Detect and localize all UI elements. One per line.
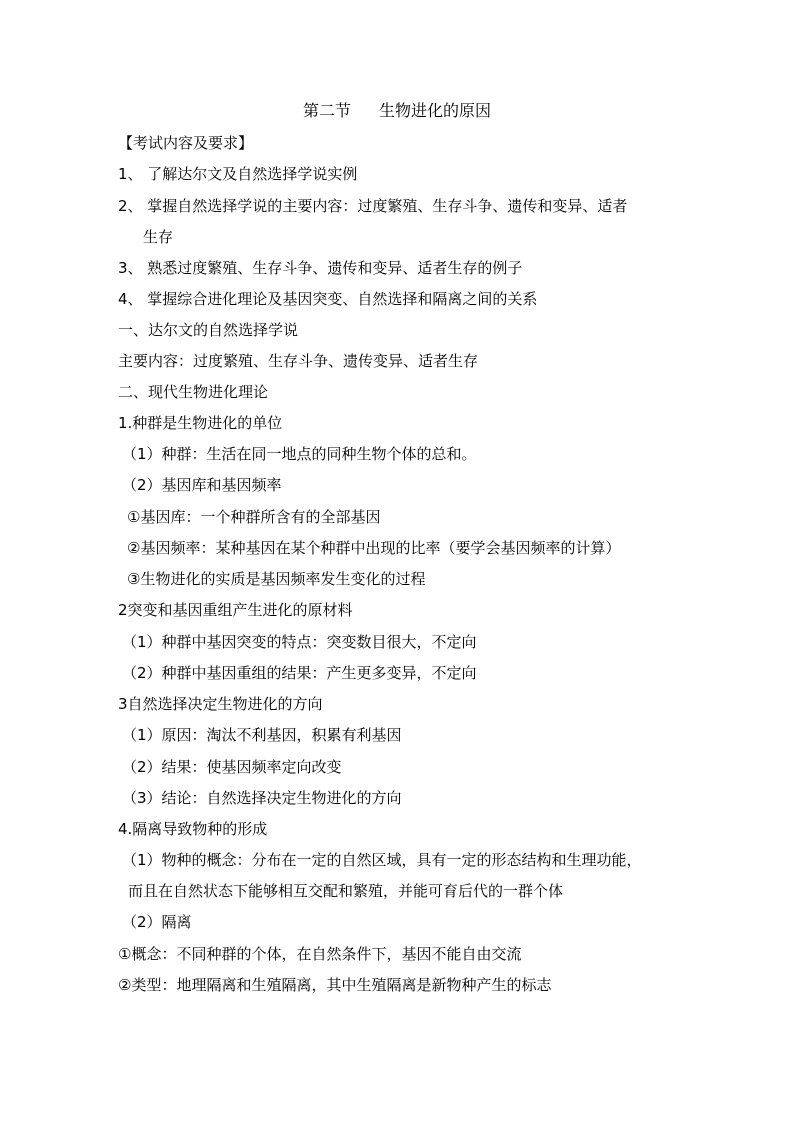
requirement-item-continuation: 生存: [143, 228, 174, 246]
subsection-heading: 4.隔离导致物种的形成: [118, 820, 268, 838]
section-heading: 生物进化的原因: [379, 101, 492, 120]
section-heading-1: 一、达尔文的自然选择学说: [118, 321, 299, 339]
body-text: ①概念：不同种群的个体，在自然条件下，基因不能自由交流: [118, 945, 522, 963]
requirement-item: 4、 掌握综合进化理论及基因突变、自然选择和隔离之间的关系: [118, 290, 538, 308]
body-text: ①基因库：一个种群所含有的全部基因: [127, 508, 381, 526]
requirement-item: 1、 了解达尔文及自然选择学说实例: [118, 165, 358, 183]
body-text-continuation: 而且在自然状态下能够相互交配和繁殖，并能可育后代的一群个体: [128, 882, 564, 900]
requirements-heading: 【考试内容及要求】: [118, 134, 254, 152]
body-text: （2）基因库和基因频率: [122, 476, 282, 494]
body-text: （2）结果：使基因频率定向改变: [122, 758, 342, 776]
subsection-heading: 1.种群是生物进化的单位: [118, 414, 283, 432]
body-text: 主要内容：过度繁殖、生存斗争、遗传变异、适者生存: [118, 352, 479, 370]
body-text: （1）物种的概念：分布在一定的自然区域，具有一定的形态结构和生理功能，: [122, 851, 642, 869]
body-text: （2）隔离: [122, 913, 192, 931]
body-text: （1）种群中基因突变的特点：突变数目很大，不定向: [122, 633, 477, 651]
section-number: 第二节: [302, 101, 351, 120]
section-title: [0, 100, 794, 122]
subsection-heading: 3自然选择决定生物进化的方向: [118, 695, 323, 713]
body-text: （1）原因：淘汰不利基因，积累有利基因: [122, 726, 402, 744]
body-text: ②类型：地理隔离和生殖隔离，其中生殖隔离是新物种产生的标志: [118, 976, 552, 994]
body-text: （1）种群：生活在同一地点的同种生物个体的总和。: [122, 445, 477, 463]
body-text: （3）结论：自然选择决定生物进化的方向: [122, 789, 402, 807]
subsection-heading: 2突变和基因重组产生进化的原材料: [118, 601, 353, 619]
body-text: ③生物进化的实质是基因频率发生变化的过程: [127, 570, 426, 588]
requirement-item: 2、 掌握自然选择学说的主要内容：过度繁殖、生存斗争、遗传和变异、适者: [118, 197, 628, 215]
section-heading-2: 二、现代生物进化理论: [118, 383, 269, 401]
body-text: ②基因频率：某种基因在某个种群中出现的比率（要学会基因频率的计算）: [127, 539, 621, 557]
requirement-item: 3、 熟悉过度繁殖、生存斗争、遗传和变异、适者生存的例子: [118, 259, 523, 277]
body-text: （2）种群中基因重组的结果：产生更多变异，不定向: [122, 664, 477, 682]
